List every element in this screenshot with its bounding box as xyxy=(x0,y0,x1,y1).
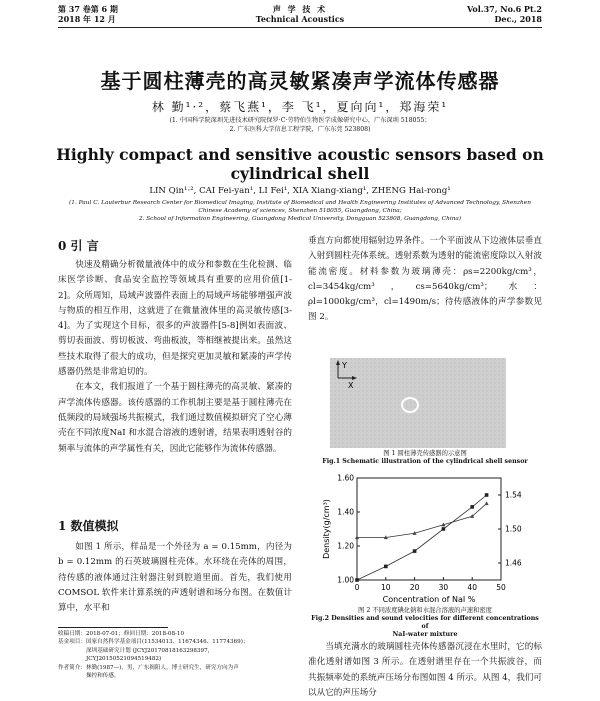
right-bottom-body xyxy=(308,640,542,701)
fig2-caption-cn: 图 2 不同浓度碘化钠和水混合溶液的声速和密度 xyxy=(358,607,492,614)
data-point-density xyxy=(470,505,474,509)
x-tick-label: 20 xyxy=(409,583,420,592)
data-point-density xyxy=(355,578,359,582)
footnote-line: 基金项目：国家自然科学基金项目(11534013、11674346、11774369)； xyxy=(58,639,249,646)
title-en xyxy=(0,145,600,183)
issue-cn: 第 37 卷第 6 期 xyxy=(58,4,118,14)
x-tick-label: 0 xyxy=(354,583,360,592)
intro-body xyxy=(58,258,292,457)
header-rule xyxy=(58,27,542,28)
journal-en: Technical Acoustics xyxy=(255,14,345,24)
header-right xyxy=(467,4,542,24)
y2-tick-label: 1.54 xyxy=(505,490,522,500)
title-en-line2: cylindrical shell xyxy=(230,164,370,183)
data-point-density xyxy=(384,565,388,569)
data-point-density xyxy=(485,493,489,497)
footnote-rule xyxy=(58,627,168,628)
authors-cn: 林 勤¹·²，蔡飞燕¹，李 飞¹，夏向向¹，郑海荣¹ xyxy=(151,100,449,114)
x-tick-label: 50 xyxy=(496,583,506,592)
x-axis-label: Concentration of NaI % xyxy=(382,595,476,604)
footnotes xyxy=(58,630,294,680)
header-left xyxy=(58,4,118,24)
date-en: Dec., 2018 xyxy=(494,14,542,24)
journal-cn: 声 学 技 术 xyxy=(272,4,328,14)
y-tick-label: 1.20 xyxy=(337,541,354,551)
y-axis-label: Density(g/cm³) xyxy=(322,499,331,559)
y-tick-label: 1.60 xyxy=(337,473,354,483)
x-tick-label: 10 xyxy=(381,583,391,592)
data-point-density xyxy=(442,527,446,531)
fig1-axis-y: Y xyxy=(342,361,347,370)
fig1-schematic xyxy=(330,358,506,448)
series-line xyxy=(357,504,487,538)
header-center xyxy=(200,4,400,24)
affil-cn-2: 2. 广东医科大学信息工程学院，广东东莞 523808) xyxy=(229,126,371,133)
footnote-line: 操控和传感。 xyxy=(86,673,120,680)
x-tick-label: 40 xyxy=(467,583,477,592)
chart-root xyxy=(322,474,522,605)
data-point-velocity xyxy=(485,501,489,505)
affil-en-3: 2. School of Information Engineering, Guangdong Medical University, Dongguan 523808, Guangdong, China) xyxy=(138,216,462,222)
section-heading-intro: 0 引 言 xyxy=(58,239,99,253)
fig1-caption-en: Fig.1 Schematic illustration of the cylindrical shell sensor xyxy=(322,458,528,465)
y-tick-label: 1.40 xyxy=(337,507,354,517)
fig2-chart xyxy=(315,470,545,605)
intro-paragraph: 快速及精确分析微量液体中的成分和参数在生化检测、临床医学诊断、食品安全监控等领域具有重要的应用价值[1-2]。众所周知，局域声波器件表面上的局域声场能够增强声波与物质的相互作用，这就进了在微量液体里的高灵敏传感[3-4]。为了实现这个目标，很多的声波器件[5-8]例如表面波、剪切表面波、剪切板波、弯曲板波，等相继被提出来。虽然这些技术取得了很大的成功，但是探究更加灵敏和紧凑的声学传感器仍然是非常迫切的。 xyxy=(58,260,292,378)
sim-paragraph: 如图 1 所示，样品是一个外径为 a = 0.15mm，内径为 b = 0.12mm 的石英玻璃圆柱壳体。水环绕在壳体的周围，待传感的液体通过注射器注射到腔道里面。首先，我们使用 COMSOL 软件来计算系统的声透射谱和场分布图。在数值计算中，水平和 xyxy=(58,542,292,614)
title-cn: 基于圆柱薄壳的高灵敏紧凑声学流体传感器 xyxy=(100,69,500,93)
right-top-paragraph: 垂直方向都使用辐射边界条件。一个平面波从下边液体层垂直入射到圆柱壳体系统。透射系数为透射的能流密度除以入射波能流密度。材料参数为玻璃薄壳：ρs=2200kg/cm³，cl=3454kg/cm³，cs=5640kg/cm³；水：ρl=1000kg/cm³，cl=1490m/s；待传感液体的声学参数见图 2。 xyxy=(308,236,542,323)
vol-en: Vol.37, No.6 Pt.2 xyxy=(466,4,542,14)
right-top-body xyxy=(308,234,542,326)
intro-paragraph: 在本文，我们报道了一个基于圆柱薄壳的高灵敏、紧凑的声学流体传感器。该传感器的工作机制主要是基于圆柱薄壳在低频段的局域强场共振模式，我们通过数值模拟研究了空心薄壳在不同浓度NaI 和水混合溶液的透射谱，结果表明透射谷的频率与流体的声学属性有关，因此它能够作为流体传感器。 xyxy=(58,382,292,454)
date-cn: 2018 年 12 月 xyxy=(58,14,116,24)
section-heading-sim: 1 数值模拟 xyxy=(58,519,119,533)
footnote-line: 作者简介：林勤(1987—)，男，广东揭阳人，博士研究生，研究方向为声 xyxy=(58,664,239,671)
y2-tick-label: 1.50 xyxy=(505,524,522,534)
y2-tick-label: 1.46 xyxy=(505,558,522,568)
footnote-line: JCYJ20150521094519482) xyxy=(86,656,162,663)
data-point-density xyxy=(413,549,417,553)
fig2-caption-en-line1: Fig.2 Densities and sound velocities for different concentrations of xyxy=(311,615,539,630)
affil-cn-1: (1. 中国科学院深圳先进技术研究院保罗·C·劳特伯生物医学成像研究中心，广东深圳 518055； xyxy=(169,117,431,124)
fig2-caption-en xyxy=(308,615,542,639)
fig1-svg xyxy=(330,358,506,448)
fig1-axis-x: X xyxy=(348,381,354,390)
footnote-line: 收稿日期：2018-07-01；修回日期：2018-08-10 xyxy=(58,631,185,637)
x-tick-label: 30 xyxy=(438,583,449,592)
affil-en-2: Chinese Academy of sciences, Shenzhen 518055, Guangdong, China; xyxy=(198,208,402,214)
authors-en: LIN Qin¹·², CAI Fei-yan¹, LI Fei¹, XIA Xiang-xiang¹, ZHENG Hai-rong¹ xyxy=(149,186,451,196)
sim-body xyxy=(58,540,292,616)
title-en-line1: Highly compact and sensitive acoustic sensors based on xyxy=(56,145,544,164)
affil-en-1: (1. Paul C. Lauterbur Research Center for Biomedical Imaging, Institute of Biomedical and Health Engineering Institutes of Advanced Technology, Shenzhen xyxy=(69,200,531,206)
right-bottom-paragraph: 当填充满水的玻璃圆柱壳体传感器沉浸在水里时，它的标准化透射谱如图 3 所示。在透射谱里存在一个共振波谷，而共振频率处的系统声压场分布图如图 4 所示。从图 4，我们可以从它的声压场分 xyxy=(308,642,542,698)
y-tick-label: 1.00 xyxy=(337,575,354,585)
fig1-caption-cn: 图 1 圆柱薄壳传感器的示意图 xyxy=(383,450,467,457)
footnote-line: 深圳基础研究计划 (JCYJ20170818163298397， xyxy=(86,647,214,654)
fig2-caption-en-line2: NaI-water mixture xyxy=(392,631,458,638)
